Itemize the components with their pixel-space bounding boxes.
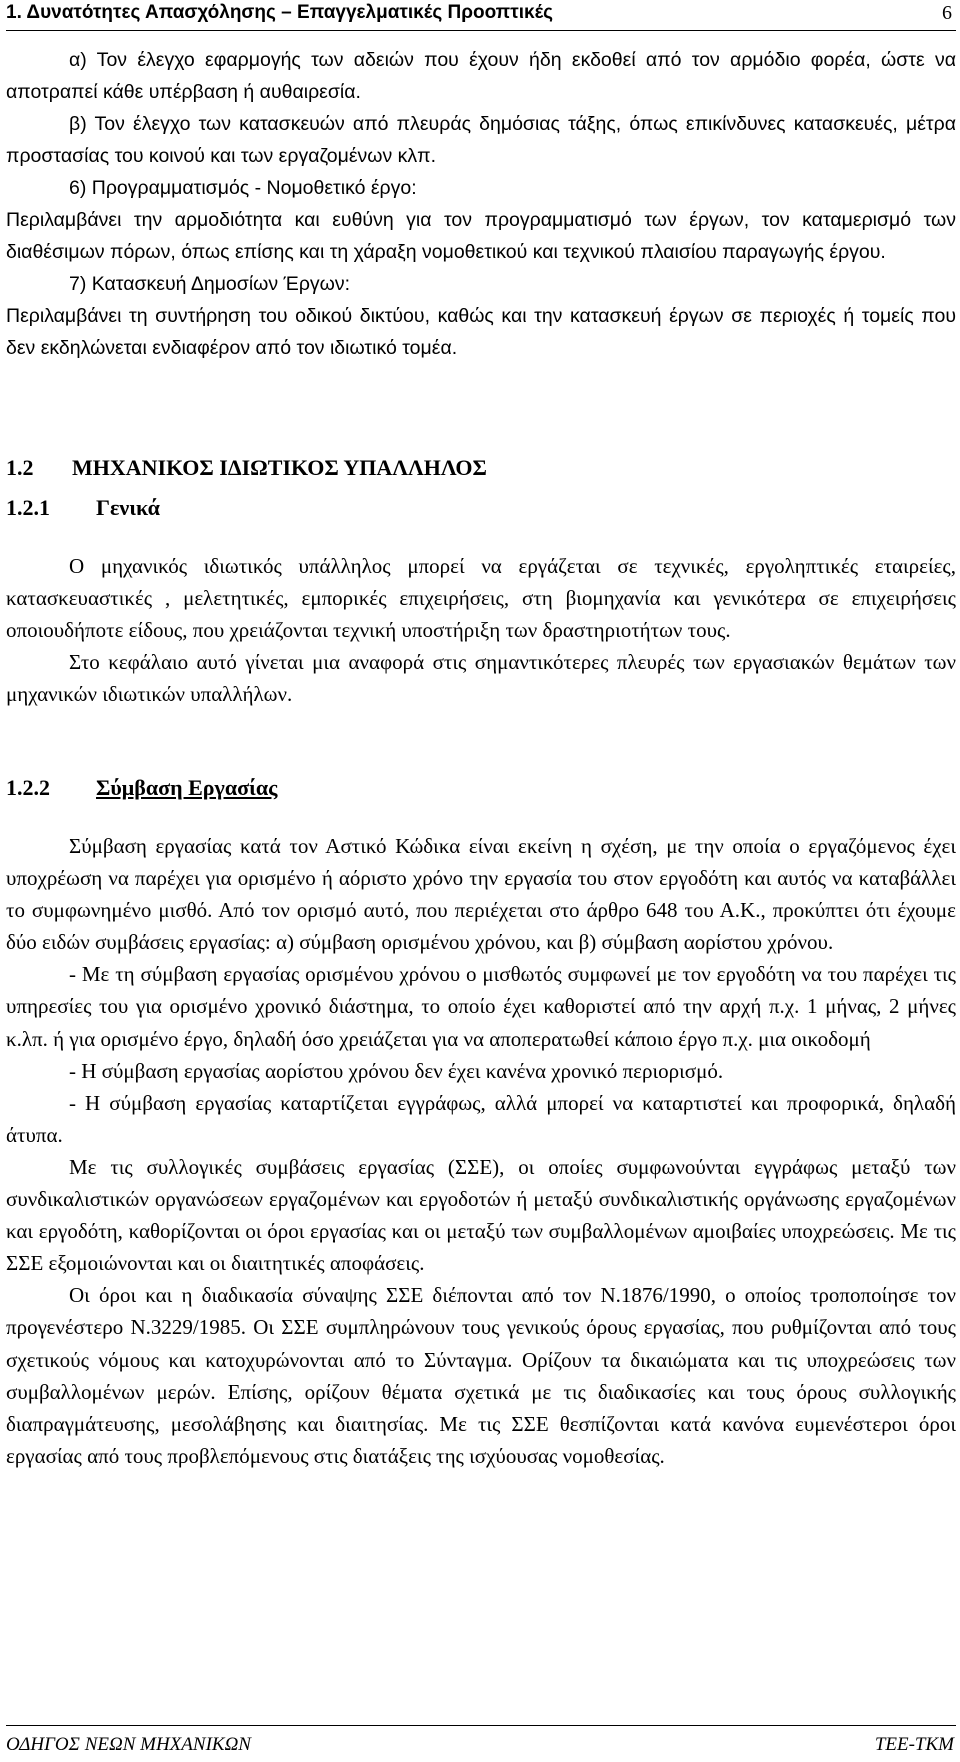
section-heading-1-2 (6, 455, 487, 481)
paragraph: - Με τη σύμβαση εργασίας ορισμένου χρόνου ο μισθωτός συμφωνεί με τον εργοδότη να του παρέχει τις υπηρεσίες του για ορισμένο χρονικό διάστημα, το οποίο έχει καθοριστεί από την αρχή π.χ. 1 μήνας, 2 μήνες κ.λπ. ή για ορισμένο έργο, δηλαδή όσο χρειάζεται για να αποπερατωθεί κάποιο έργο π.χ. μια οικοδομή (6, 962, 956, 1051)
intro-text (6, 44, 956, 364)
section-number: 1.2 (6, 455, 34, 480)
footer-left: ΟΔΗΓΟΣ ΝΕΩΝ ΜΗΧΑΝΙΚΩΝ (6, 1734, 251, 1755)
item-6-text: Περιλαμβάνει την αρμοδιότητα και ευθύνη για τον προγραμματισμό των έργων, τον καταμερισμό των διαθέσιμων πόρων, όπως επίσης και τη χάραξη νομοθετικού και τεχνικού πλαισίου παραγωγής έργου. (6, 209, 956, 263)
section-title: Γενικά (96, 495, 160, 520)
paragraph: - Η σύμβαση εργασίας καταρτίζεται εγγράφως, αλλά μπορεί να καταρτιστεί και προφορικά, δηλαδή άτυπα. (6, 1090, 956, 1147)
item-6-title: 6) Προγραμματισμός - Νομοθετικό έργο: (69, 177, 417, 199)
page-footer (6, 1725, 956, 1762)
section-title: Σύμβαση Εργασίας (96, 775, 278, 800)
section-1-2-2-body (6, 830, 956, 1472)
section-number: 1.2.2 (6, 775, 50, 800)
section-heading-1-2-1 (6, 495, 160, 521)
page-number: 6 (942, 2, 952, 24)
header-title: 1. Δυνατότητες Απασχόλησης – Επαγγελματικές Προοπτικές (6, 2, 554, 23)
item-7-text: Περιλαμβάνει τη συντήρηση του οδικού δικτύου, καθώς και την κατασκευή έργων σε περιοχές ή τομείς που δεν εκδηλώνεται ενδιαφέρον από τον ιδιωτικό τομέα. (6, 305, 956, 359)
page-header (6, 0, 956, 31)
item-7-title: 7) Κατασκευή Δημοσίων Έργων: (69, 273, 351, 295)
paragraph: Οι όροι και η διαδικασία σύναψης ΣΣΕ διέπονται από τον Ν.1876/1990, ο οποίος τροποποίησε τον προγενέστερο Ν.3229/1985. Οι ΣΣΕ συμπληρώνουν τους γενικούς όρους εργασίας, που ρυθμίζονται από τους σχετικούς νόμους και κατοχυρώνονται από το Σύνταγμα. Ορίζουν τα δικαιώματα και τις υποχρεώσεις των συμβαλλομένων μερών. Επίσης, ορίζουν θέματα σχετικά με τις διαδικασίες και τους όρους συλλογικής διαπραγμάτευσης, μεσολάβησης και διαιτησίας. Με τις ΣΣΕ θεσπίζονται κατά κανόνα ευμενέστεροι όροι εργασίας από τους προβλεπόμενους στις διατάξεις της ισχύουσας νομοθεσίας. (6, 1283, 956, 1468)
paragraph: - Η σύμβαση εργασίας αορίστου χρόνου δεν έχει κανένα χρονικό περιορισμό. (69, 1058, 724, 1083)
section-number: 1.2.1 (6, 495, 50, 520)
paragraph-a: α) Τον έλεγχο εφαρμογής των αδειών που έχουν ήδη εκδοθεί από τον αρμόδιο φορέα, ώστε να αποτραπεί κάθε υπέρβαση ή αυθαιρεσία. (6, 49, 956, 103)
paragraph: Σύμβαση εργασίας κατά τον Αστικό Κώδικα είναι εκείνη η σχέση, με την οποία ο εργαζόμενος έχει υποχρέωση να παρέχει για ορισμένο ή αόριστο χρόνο την εργασία του στον εργοδότη και αυτός να καταβάλλει το συμφωνημένο μισθό. Από τον ορισμό αυτό, που περιέχεται στο άρθρο 648 του Α.Κ., προκύπτει ότι έχουμε δύο ειδών συμβάσεις εργασίας: α) σύμβαση ορισμένου χρόνου, και β) σύμβαση αορίστου χρόνου. (6, 834, 956, 955)
section-1-2-1-body (6, 550, 956, 710)
paragraph: Με τις συλλογικές συμβάσεις εργασίας (ΣΣΕ), οι οποίες συμφωνούνται εγγράφως μεταξύ των συνδικαλιστικών οργανώσεων εργαζομένων και εργοδοτών ή μεταξύ συνδικαλιστικής οργάνωσης εργαζομένων και εργοδότη, καθορίζονται οι όροι εργασίας και οι μεταξύ των συμβαλλομένων αμοιβαίες υποχρεώσεις. Με τις ΣΣΕ εξομοιώνονται και οι διαιτητικές αποφάσεις. (6, 1154, 956, 1276)
paragraph-b: β) Τον έλεγχο των κατασκευών από πλευράς δημόσιας τάξης, όπως επικίνδυνες κατασκευές, μέτρα προστασίας του κοινού και των εργαζομένων κλπ. (6, 113, 956, 167)
paragraph: Στο κεφάλαιο αυτό γίνεται μια αναφορά στις σημαντικότερες πλευρές των εργασιακών θεμάτων των μηχανικών ιδιωτικών υπαλλήλων. (6, 650, 956, 707)
footer-right: ΤΕΕ-ΤΚΜ (874, 1734, 954, 1755)
section-title: ΜΗΧΑΝΙΚΟΣ ΙΔΙΩΤΙΚΟΣ ΥΠΑΛΛΗΛΟΣ (72, 455, 487, 480)
section-heading-1-2-2 (6, 775, 277, 801)
paragraph: Ο μηχανικός ιδιωτικός υπάλληλος μπορεί να εργάζεται σε τεχνικές, εργοληπτικές εταιρείες, κατασκευαστικές , μελετητικές, εμπορικές επιχειρήσεις, στη βιομηχανία και γενικότερα σε επιχειρήσεις οποιουδήποτε είδους, που χρειάζονται τεχνική υποστήριξη των δραστηριοτήτων τους. (6, 554, 956, 643)
